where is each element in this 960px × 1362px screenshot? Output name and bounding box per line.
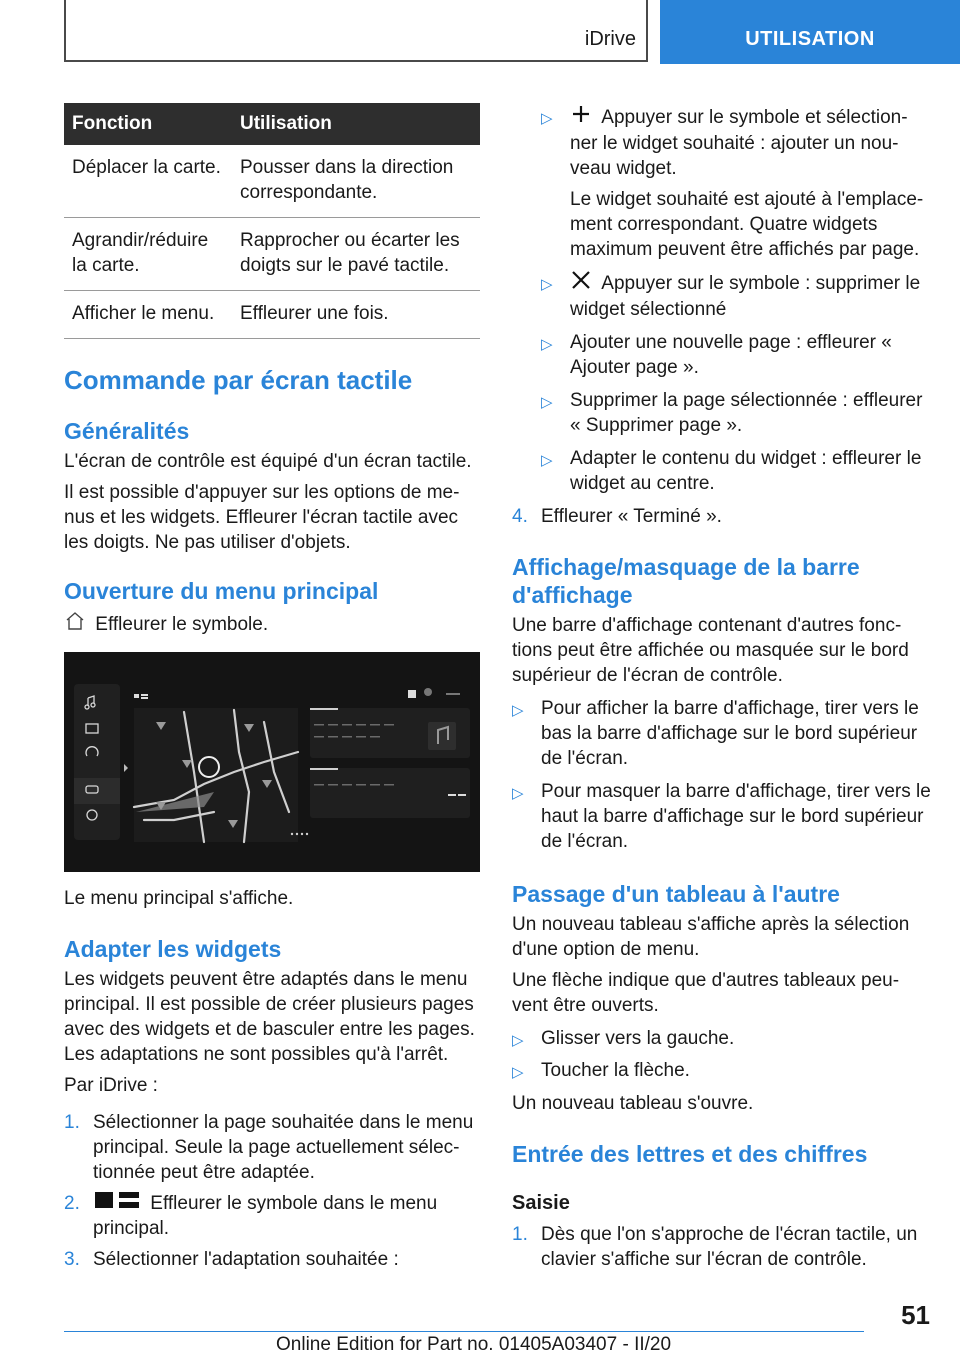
main-menu-screenshot — [64, 652, 480, 872]
table-cell: Déplacer la carte. — [64, 145, 232, 218]
table-row — [64, 291, 480, 339]
close-icon — [570, 270, 592, 297]
list-item — [512, 1026, 932, 1051]
triangle-bullet-icon: ▷ — [512, 702, 524, 719]
header-section: iDrive — [584, 28, 636, 50]
sub-item-text: Adapter le contenu du widget : effleurer le widget au centre. — [570, 448, 922, 494]
bullet-text: Pour afficher la barre d'affichage, tirer vers le bas la barre d'affichage sur le bord supérieur de l'écran. — [541, 698, 919, 769]
sub-item-text: Supprimer la page sélectionnée : effleurer « Supprimer page ». — [570, 390, 923, 436]
sub-item-text: Ajouter une nouvelle page : effleurer « Ajouter page ». — [570, 332, 892, 378]
table-cell: Effleurer une fois. — [232, 291, 480, 339]
bullet-text: Toucher la flèche. — [541, 1060, 690, 1081]
paragraph: Il est possible d'appuyer sur les options de me‐ nus et les widgets. Effleurer l'écran tactile avec les doigts. Ne pas utiliser d'objets. — [64, 482, 460, 553]
sub-item-text: Appuyer sur le symbole et sélection‐ ner le widget souhaité : ajouter un nou‐ veau widget. — [570, 106, 908, 179]
step-text: Effleurer le symbole dans le menu principal. — [93, 1193, 438, 1240]
subsection-title-display-bar: Affichage/masquage de la barre d'affichage — [512, 554, 860, 608]
step-number: 2. — [64, 1193, 80, 1214]
list-item — [512, 696, 932, 771]
list-item — [541, 446, 932, 496]
table-row — [64, 218, 480, 291]
screenshot-caption: Le menu principal s'affiche. — [64, 888, 294, 909]
list-item — [541, 330, 932, 380]
sub-heading-input: Saisie — [512, 1192, 570, 1214]
paragraph: Une flèche indique que d'autres tableaux peu‐ vent être ouverts. — [512, 970, 900, 1016]
footer-divider — [64, 1331, 864, 1332]
triangle-bullet-icon: ▷ — [541, 336, 553, 353]
paragraph: L'écran de contrôle est équipé d'un écran tactile. — [64, 451, 472, 472]
subsection-title-entry: Entrée des lettres et des chiffres — [512, 1141, 868, 1167]
step-text: Sélectionner l'adaptation souhaitée : — [93, 1249, 399, 1271]
list-item — [541, 104, 932, 262]
triangle-bullet-icon: ▷ — [512, 1032, 524, 1049]
subsection-title-open-menu: Ouverture du menu principal — [64, 578, 379, 604]
list-item — [541, 270, 932, 322]
table-row — [64, 145, 480, 218]
widget-layout-icon — [93, 1191, 141, 1216]
header-tab — [660, 0, 960, 64]
subsection-title-widgets: Adapter les widgets — [64, 936, 282, 962]
step-text: Effleurer « Terminé ». — [541, 506, 722, 527]
list-item — [512, 779, 932, 854]
open-menu-text: Effleurer le symbole. — [95, 613, 269, 635]
table-header-usage: Utilisation — [232, 103, 480, 145]
paragraph: Un nouveau tableau s'affiche après la sélection d'une option de menu. — [512, 914, 910, 960]
triangle-bullet-icon: ▷ — [512, 785, 524, 802]
triangle-bullet-icon: ▷ — [512, 1064, 524, 1081]
table-header-function: Fonction — [64, 103, 232, 145]
sub-item-note: Le widget souhaité est ajouté à l'emplace‐ ment correspondant. Quatre widgets maximum peuvent être affichés par page. — [570, 189, 924, 260]
step-text: Dès que l'on s'approche de l'écran tactile, un clavier s'affiche sur l'écran de contrôle. — [541, 1224, 918, 1270]
list-item — [541, 388, 932, 438]
function-table — [64, 103, 480, 339]
right-column — [512, 100, 932, 1272]
table-cell: Afficher le menu. — [64, 291, 232, 339]
triangle-bullet-icon: ▷ — [541, 110, 553, 127]
step-text: Sélectionner la page souhaitée dans le menu principal. Seule la page actuellement sélec‐ tionnée peut être adaptée. — [93, 1112, 474, 1183]
home-icon — [64, 611, 86, 638]
list-item — [512, 1222, 932, 1272]
footer-edition: Online Edition for Part no. 01405A03407 - II/20 — [276, 1334, 672, 1355]
plus-icon — [570, 104, 592, 131]
triangle-bullet-icon: ▷ — [541, 276, 553, 293]
paragraph: Un nouveau tableau s'ouvre. — [512, 1093, 754, 1114]
paragraph: Une barre d'affichage contenant d'autres fonc‐ tions peut être affichée ou masquée sur le bord supérieur de l'écran de contrôle. — [512, 615, 909, 686]
subsection-title-switch-table: Passage d'un tableau à l'autre — [512, 881, 840, 907]
step-number: 1. — [512, 1224, 528, 1245]
list-item — [64, 1110, 480, 1185]
step-number: 4. — [512, 506, 528, 527]
bullet-text: Glisser vers la gauche. — [541, 1028, 735, 1049]
list-item — [512, 1058, 932, 1083]
table-cell: Pousser dans la direction correspondante. — [232, 145, 480, 218]
list-item — [512, 504, 932, 529]
step-number: 1. — [64, 1112, 80, 1133]
sub-item-text: Appuyer sur le symbole : supprimer le widget sélectionné — [570, 272, 921, 320]
section-title-touch: Commande par écran tactile — [64, 365, 413, 395]
step-number: 3. — [64, 1249, 80, 1271]
paragraph: Les widgets peuvent être adaptés dans le menu principal. Il est possible de créer plusieurs pages avec des widgets et de basculer entre les pages. Les adaptations ne sont possibles qu'à l'arrêt. — [64, 969, 475, 1065]
triangle-bullet-icon: ▷ — [541, 452, 553, 469]
table-cell: Agrandir/réduire la carte. — [64, 218, 232, 291]
list-item — [64, 1191, 480, 1241]
table-cell: Rapprocher ou écarter les doigts sur le pavé tactile. — [232, 218, 480, 291]
left-column — [64, 103, 480, 1272]
page-number: 51 — [901, 1300, 930, 1330]
subsection-title-general: Généralités — [64, 418, 190, 444]
list-item — [64, 1247, 480, 1272]
header-tab-label: UTILISATION — [745, 28, 875, 50]
bullet-text: Pour masquer la barre d'affichage, tirer vers le haut la barre d'affichage sur le bord supérieur de l'écran. — [541, 781, 931, 852]
paragraph: Par iDrive : — [64, 1075, 158, 1096]
open-menu-instruction — [64, 611, 480, 638]
triangle-bullet-icon: ▷ — [541, 394, 553, 411]
